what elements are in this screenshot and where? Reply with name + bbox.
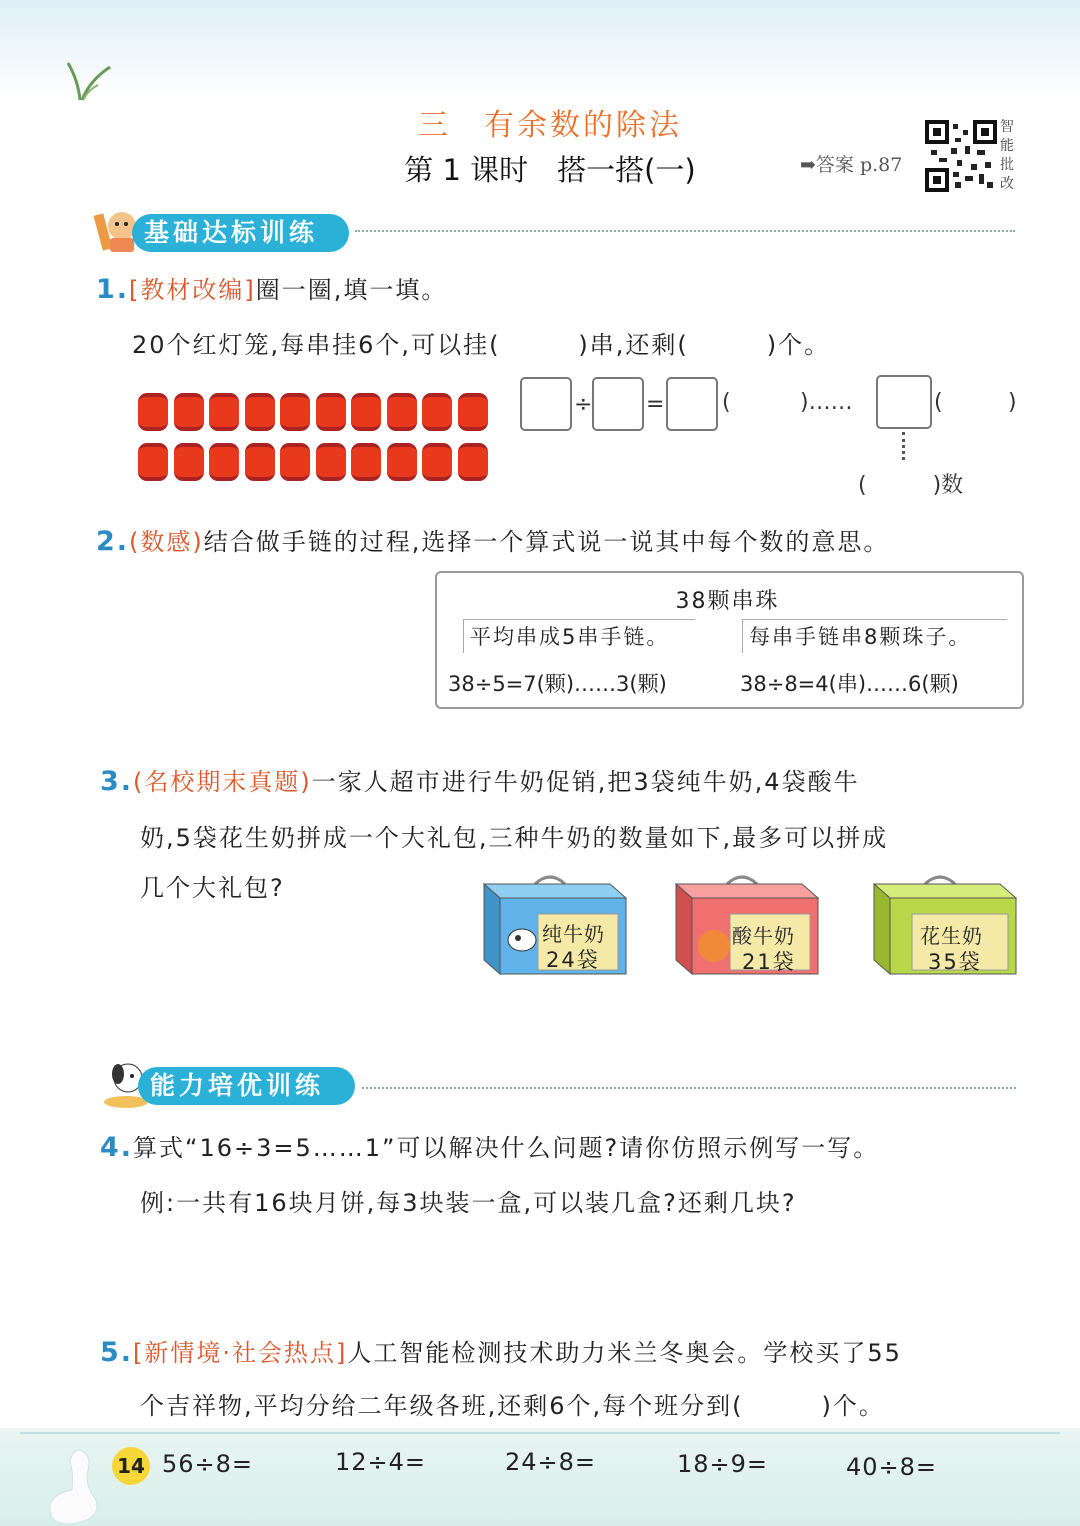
question-text: 结合做手链的过程,选择一个算式说一说其中每个数的意思。 bbox=[203, 528, 890, 556]
milk-box-pure bbox=[480, 870, 630, 984]
section-banner-advanced: 能力培优训练 bbox=[138, 1067, 355, 1105]
milk-box-yogurt bbox=[672, 870, 822, 984]
mental-calc-2[interactable]: 12÷4= bbox=[335, 1448, 427, 1476]
lantern-icon[interactable] bbox=[316, 443, 346, 481]
lantern-icon[interactable] bbox=[138, 393, 168, 431]
lantern-icon[interactable] bbox=[138, 443, 168, 481]
section-banner-basic: 基础达标训练 bbox=[132, 214, 349, 252]
milk-name: 花生奶 bbox=[920, 924, 983, 948]
answer-box-dividend[interactable] bbox=[520, 377, 572, 431]
formula-right[interactable]: 38÷8=4(串)……6(颗) bbox=[740, 672, 959, 696]
question-3-line-1 bbox=[100, 762, 860, 797]
mental-calc-3[interactable]: 24÷8= bbox=[505, 1448, 597, 1476]
equals-sign: = bbox=[646, 392, 665, 417]
question-4-example: 例:一共有16块月饼,每3块装一盒,可以装几盒?还剩几块? bbox=[140, 1189, 797, 1217]
question-number: 3. bbox=[100, 766, 134, 797]
lantern-icon[interactable] bbox=[280, 443, 310, 481]
answer-reference[interactable]: ➡答案 p.87 bbox=[800, 154, 903, 176]
lantern-icon[interactable] bbox=[387, 443, 417, 481]
question-text: 人工智能检测技术助力米兰冬奥会。学校买了55 bbox=[347, 1339, 902, 1367]
question-number: 2. bbox=[96, 526, 130, 557]
mental-calc-5[interactable]: 40÷8= bbox=[846, 1453, 938, 1481]
footer-divider bbox=[20, 1432, 1060, 1434]
mental-calc-1[interactable]: 56÷8= bbox=[162, 1450, 254, 1478]
question-tag: (数感) bbox=[129, 528, 204, 556]
lantern-grid bbox=[138, 393, 498, 488]
divide-sign: ÷ bbox=[574, 392, 593, 417]
grass-sprig-icon bbox=[60, 55, 120, 105]
milk-name: 酸牛奶 bbox=[732, 924, 795, 948]
question-5-line-2: 个吉祥物,平均分给二年级各班,还剩6个,每个班分到( )个。 bbox=[140, 1392, 885, 1420]
milk-quantity: 21袋 bbox=[742, 950, 796, 974]
question-2-header bbox=[96, 522, 889, 557]
answer-box-remainder[interactable] bbox=[876, 375, 932, 429]
question-text: 一家人超市进行牛奶促销,把3袋纯牛奶,4袋酸牛 bbox=[311, 768, 860, 796]
lantern-icon[interactable] bbox=[458, 443, 488, 481]
smart-grading-label: 智能批改 bbox=[1000, 119, 1014, 192]
paren-close-ellipsis: )…… bbox=[800, 390, 853, 415]
lantern-icon[interactable] bbox=[280, 393, 310, 431]
bracelet-caption-right: 每串手链串8颗珠子。 bbox=[742, 619, 1007, 653]
question-3-line-2: 奶,5袋花生奶拼成一个大礼包,三种牛奶的数量如下,最多可以拼成 bbox=[140, 824, 889, 852]
bracelet-caption-left: 平均串成5串手链。 bbox=[463, 619, 695, 653]
question-text: 算式“16÷3=5……1”可以解决什么问题?请你仿照示例写一写。 bbox=[133, 1134, 880, 1162]
milk-box-peanut bbox=[870, 870, 1020, 984]
paren-open: ( bbox=[934, 390, 943, 415]
qr-code-icon[interactable] bbox=[925, 120, 997, 192]
milk-name: 纯牛奶 bbox=[542, 922, 605, 946]
paren-open: ( bbox=[722, 390, 731, 415]
remainder-label[interactable]: ( )数 bbox=[858, 473, 964, 498]
top-banner bbox=[0, 0, 1080, 95]
milk-quantity: 24袋 bbox=[546, 948, 600, 972]
bead-count: 38颗串珠 bbox=[675, 589, 780, 614]
milk-quantity: 35袋 bbox=[928, 950, 982, 974]
answer-box-divisor[interactable] bbox=[592, 377, 644, 431]
goose-icon bbox=[40, 1440, 110, 1526]
lantern-icon[interactable] bbox=[209, 443, 239, 481]
remainder-pointer bbox=[902, 432, 905, 460]
question-4-header bbox=[100, 1128, 879, 1163]
section-divider bbox=[362, 1087, 1016, 1089]
question-tag: (名校期末真题) bbox=[133, 768, 312, 796]
lantern-icon[interactable] bbox=[174, 443, 204, 481]
lantern-icon[interactable] bbox=[245, 443, 275, 481]
question-tag: [教材改编] bbox=[129, 276, 256, 304]
lantern-icon[interactable] bbox=[316, 393, 346, 431]
formula-left[interactable]: 38÷5=7(颗)……3(颗) bbox=[448, 672, 667, 696]
section-divider bbox=[355, 230, 1015, 232]
question-3-line-3: 几个大礼包? bbox=[140, 874, 285, 902]
lantern-icon[interactable] bbox=[174, 393, 204, 431]
lesson-title: 第 1 课时 搭一搭(一) bbox=[404, 153, 696, 187]
question-number: 5. bbox=[100, 1337, 134, 1368]
answer-box-quotient[interactable] bbox=[666, 377, 718, 431]
question-1-header bbox=[96, 270, 447, 305]
question-1-text: 20个红灯笼,每串挂6个,可以挂( )串,还剩( )个。 bbox=[132, 331, 831, 359]
question-title: 圈一圈,填一填。 bbox=[255, 276, 448, 304]
lantern-icon[interactable] bbox=[458, 393, 488, 431]
lantern-icon[interactable] bbox=[245, 393, 275, 431]
lantern-icon[interactable] bbox=[387, 393, 417, 431]
question-number: 1. bbox=[96, 274, 130, 305]
question-number: 4. bbox=[100, 1132, 134, 1163]
question-5-line-1 bbox=[100, 1333, 902, 1368]
mental-calc-4[interactable]: 18÷9= bbox=[677, 1450, 769, 1478]
paren-close: ) bbox=[1008, 390, 1017, 415]
question-tag: [新情境·社会热点] bbox=[133, 1339, 348, 1367]
page-number: 14 bbox=[112, 1447, 150, 1485]
lantern-icon[interactable] bbox=[422, 393, 452, 431]
lantern-icon[interactable] bbox=[351, 393, 381, 431]
chapter-title: 三 有余数的除法 bbox=[418, 108, 682, 143]
lantern-icon[interactable] bbox=[351, 443, 381, 481]
lantern-icon[interactable] bbox=[422, 443, 452, 481]
lantern-icon[interactable] bbox=[209, 393, 239, 431]
